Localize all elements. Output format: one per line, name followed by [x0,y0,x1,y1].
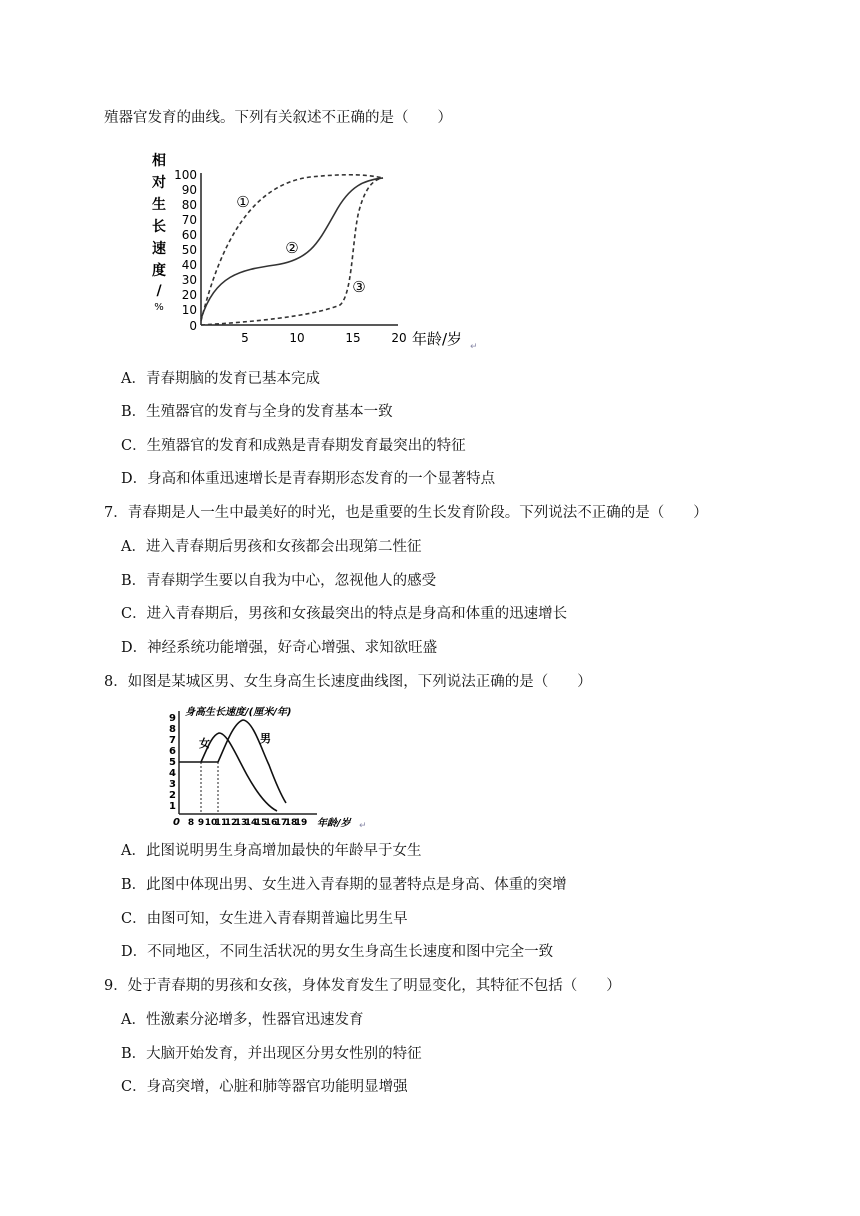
q8-x-tick: 11 [214,818,228,828]
q6-y-label-char: 长 [152,219,166,235]
q6-y-tick: 30 [181,273,197,287]
q6-x-ticks [241,331,406,345]
q6-y-tick: 0 [189,319,197,333]
q6-option-d[interactable]: D．身高和体重迅速增长是青春期形态发育的一个显著特点 [121,471,496,487]
q8-y-tick: 4 [169,768,176,779]
q8-y-tick: 7 [169,735,176,746]
q7-stem: 7．青春期是人一生中最美好的时光，也是重要的生长发育阶段。下列说法不正确的是（ ） [104,505,708,521]
q8-option-a[interactable]: A．此图说明男生身高增加最快的年龄早于女生 [121,843,422,859]
q8-x-tick: 8 [187,818,195,828]
q6-y-tick: 50 [181,243,197,257]
q6-x-tick: 15 [345,331,361,345]
q6-x-axis-label: 年龄/岁 [412,330,463,348]
q8-x-axis-label: 年龄/岁 [317,818,351,829]
q8-female-label: 女 [199,737,210,750]
q6-y-label-char: 对 [152,175,166,191]
q6-y-label-char: / [156,283,162,299]
q6-y-label-char: 度 [152,263,166,279]
q7-option-b[interactable]: B．青春期学生要以自我为中心，忽视他人的感受 [121,573,437,589]
q8-x-tick: 15 [254,818,268,828]
q8-x-tick: 14 [244,818,258,828]
q8-y-tick: 1 [169,801,176,812]
q8-x-tick: 16 [264,818,278,828]
q8-option-d[interactable]: D．不同地区，不同生活状况的男女生身高生长速度和图中完全一致 [121,944,554,960]
q8-male-curve [201,720,286,803]
q6-y-label-char: % [154,302,164,313]
q8-male-label: 男 [260,732,271,745]
q8-x-tick: 17 [274,818,288,828]
q6-y-tick: 80 [181,198,197,212]
q6-y-tick: 10 [181,303,197,317]
q6-y-tick: 70 [181,213,197,227]
q6-x-tick: 5 [241,331,249,345]
q6-option-b[interactable]: B．生殖器官的发育与全身的发育基本一致 [121,404,393,420]
q8-y-tick: 2 [169,790,176,801]
q8-chart-title: 身高生长速度/(厘米/年) [185,707,292,718]
q8-x-tick: 19 [294,818,308,828]
q9-option-b[interactable]: B．大脑开始发育，并出现区分男女性别的特征 [121,1046,422,1062]
q6-option-a[interactable]: A．青春期脑的发育已基本完成 [121,371,320,387]
q9-option-a[interactable]: A．性激素分泌增多，性器官迅速发育 [121,1012,364,1028]
q6-option-c[interactable]: C．生殖器官的发育和成熟是青春期发育最突出的特征 [121,438,466,454]
q8-option-b[interactable]: B．此图中体现出男、女生进入青春期的显著特点是身高、体重的突增 [121,877,567,893]
q8-origin: 0 [173,817,180,828]
q6-y-ticks [174,168,197,333]
q6-curve-label-1: ① [236,193,250,211]
q8-x-tick: 9 [197,818,205,828]
q8-y-tick: 8 [169,724,176,735]
q6-x-tick: 10 [289,331,305,345]
q7-option-a[interactable]: A．进入青春期后男孩和女孩都会出现第二性征 [121,539,422,555]
q7-option-c[interactable]: C．进入青春期后，男孩和女孩最突出的特点是身高和体重的迅速增长 [121,606,568,622]
q8-x-tick: 12 [224,818,238,828]
q6-y-tick: 90 [181,183,197,197]
q6-y-tick: 40 [181,258,197,272]
q6-x-tick: 20 [391,331,407,345]
q8-y-tick: 9 [169,713,176,724]
q6-return-mark: ↵ [470,342,478,352]
q6-y-tick: 60 [181,228,197,242]
q6-y-tick: 20 [181,288,197,302]
q9-stem: 9．处于青春期的男孩和女孩，身体发育发生了明显变化，其特征不包括（ ） [104,978,621,994]
q8-x-tick: 10 [204,818,218,828]
q6-stem: 殖器官发育的曲线。下列有关叙述不正确的是（ ） [104,110,452,126]
q8-option-c[interactable]: C．由图可知，女生进入青春期普遍比男生早 [121,911,408,927]
q8-x-ticks [188,818,307,828]
q6-y-label-char: 生 [152,197,166,213]
q8-return-mark: ↵ [359,821,367,831]
q9-option-c[interactable]: C．身高突增，心脏和肺等器官功能明显增强 [121,1079,408,1095]
q8-y-tick: 5 [169,757,176,768]
q6-curve-label-3: ③ [352,278,366,296]
q6-y-label-char: 速 [152,241,166,257]
q8-x-tick: 18 [284,818,298,828]
q8-y-ticks [169,713,176,812]
q8-y-tick: 6 [169,746,176,757]
q8-stem: 8．如图是某城区男、女生身高生长速度曲线图，下列说法正确的是（ ） [104,674,592,690]
q8-y-tick: 3 [169,779,176,790]
q6-curve-label-2: ② [285,239,299,257]
q8-x-tick: 13 [234,818,248,828]
q7-option-d[interactable]: D．神经系统功能增强，好奇心增强、求知欲旺盛 [121,640,438,656]
q6-curve-labels [236,193,365,296]
q6-y-tick: 100 [174,168,197,182]
q6-y-label-char: 相 [152,153,166,169]
q8-height-chart [165,703,375,831]
q6-growth-chart [140,145,490,355]
q6-y-axis-label [151,152,166,313]
